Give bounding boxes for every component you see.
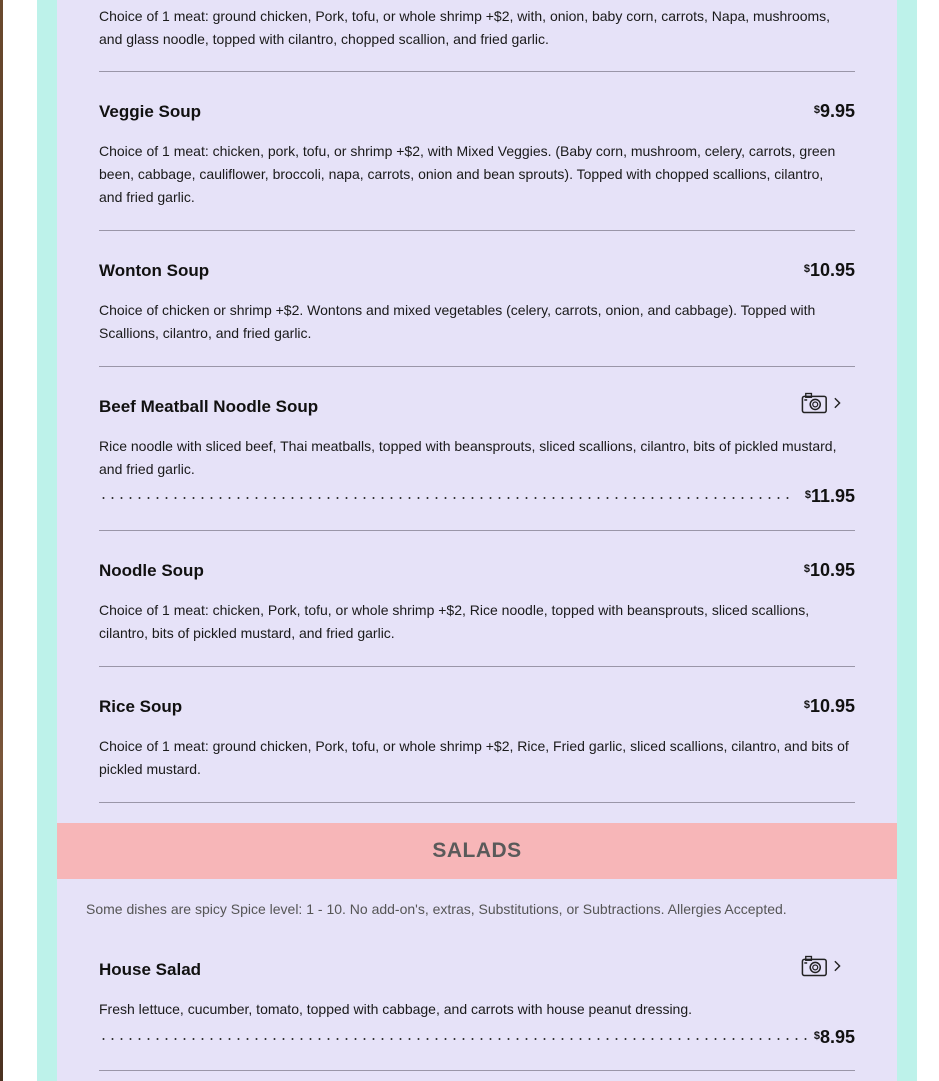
item-name: Veggie Soup (99, 102, 202, 121)
dot-leader (99, 1038, 807, 1040)
section-header-salads (57, 823, 897, 879)
background-edge (0, 0, 3, 1081)
currency-symbol: $ (813, 1030, 820, 1042)
item-description: Choice of 1 meat: chicken, pork, tofu, or shrimp +$2, with Mixed Veggies. (Baby corn, mushroom, celery, carrots, green been, cabbage, cauliflower, broccoli, napa, carrots, onion and bean sprouts). Topped with chopped scallions, cilantro, and fried garlic. (99, 143, 836, 205)
item-price (814, 1026, 855, 1048)
menu-item-rice-soup[interactable] (99, 697, 855, 787)
price-value: 10.95 (809, 560, 855, 580)
item-description: Choice of chicken or shrimp +$2. Wontons and mixed vegetables (celery, carrots, onion, and cabbage). Topped with Scallions, cilantro, and fried garlic. (99, 302, 816, 341)
currency-symbol: $ (803, 699, 810, 711)
menu-item-wonton-soup[interactable] (99, 261, 855, 351)
dot-leader (99, 497, 789, 499)
item-name: Wonton Soup (99, 261, 210, 280)
price-value: 9.95 (819, 101, 855, 121)
currency-symbol: $ (803, 263, 810, 275)
divider (99, 530, 855, 531)
view-photo-button[interactable] (801, 952, 843, 980)
item-price (804, 695, 855, 717)
section-note: Some dishes are spicy Spice level: 1 - 10. No add-on's, extras, Substitutions, or Subtractions. Allergies Accepted. (86, 901, 787, 917)
menu-item-house-salad[interactable] (99, 960, 855, 1055)
price-value: 10.95 (809, 260, 855, 280)
item-name: Rice Soup (99, 697, 183, 716)
divider (99, 71, 855, 72)
item-price (805, 485, 855, 507)
chevron-right-icon (832, 958, 843, 974)
item-description: Rice noodle with sliced beef, Thai meatballs, topped with beansprouts, sliced scallions, cilantro, bits of pickled mustard, and fried garlic. (99, 438, 837, 477)
price-value: 11.95 (810, 486, 855, 506)
item-price (804, 259, 855, 281)
divider (99, 666, 855, 667)
divider (99, 366, 855, 367)
item-price (814, 100, 855, 122)
item-description: Choice of 1 meat: chicken, Pork, tofu, or whole shrimp +$2, Rice noodle, topped with beansprouts, sliced scallions, cilantro, bits of pickled mustard, and fried garlic. (99, 602, 810, 641)
view-photo-button[interactable] (801, 389, 843, 417)
divider (99, 1070, 855, 1071)
menu-item-noodle-soup[interactable] (99, 561, 855, 651)
menu-item-prev (99, 5, 855, 51)
camera-icon (801, 954, 828, 978)
item-description: Choice of 1 meat: ground chicken, Pork, tofu, or whole shrimp +$2, with, onion, baby corn, carrots, Napa, mushrooms, and glass noodle, topped with cilantro, chopped scallion, and fried garlic. (99, 8, 831, 47)
currency-symbol: $ (813, 104, 820, 116)
item-description: Fresh lettuce, cucumber, tomato, topped with cabbage, and carrots with house peanut dressing. (99, 1001, 693, 1017)
divider (99, 802, 855, 803)
item-name: Noodle Soup (99, 561, 204, 580)
camera-icon (801, 391, 828, 415)
currency-symbol: $ (803, 563, 810, 575)
item-name: Beef Meatball Noodle Soup (99, 397, 319, 416)
divider (99, 230, 855, 231)
price-value: 10.95 (809, 696, 855, 716)
currency-symbol: $ (804, 489, 811, 501)
price-value: 8.95 (819, 1027, 855, 1047)
menu-item-beef-meatball-noodle-soup[interactable] (99, 397, 855, 512)
item-price (804, 559, 855, 581)
chevron-right-icon (832, 395, 843, 411)
section-title: SALADS (432, 839, 522, 862)
item-name: House Salad (99, 960, 202, 979)
menu-item-veggie-soup[interactable] (99, 102, 855, 212)
item-description: Choice of 1 meat: ground chicken, Pork, tofu, or whole shrimp +$2, Rice, Fried garlic, sliced scallions, cilantro, and bits of pickled mustard. (99, 738, 849, 777)
